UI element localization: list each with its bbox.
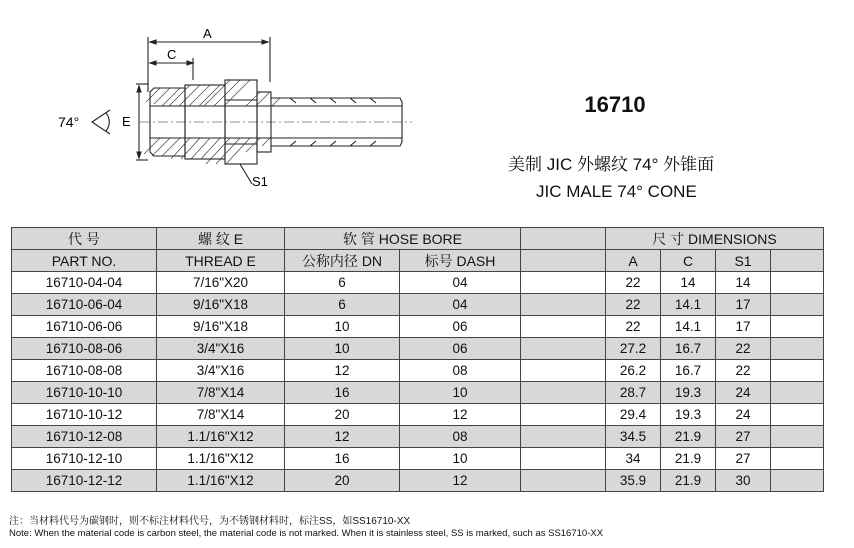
cell-blank: [521, 448, 606, 470]
cell-c: 21.9: [661, 470, 716, 492]
cell-blank: [771, 470, 824, 492]
table-row: [12, 448, 824, 470]
cell-part: 16710-06-04: [12, 294, 157, 316]
cell-thread: 3/4"X16: [157, 360, 285, 382]
cell-thread: 1.1/16"X12: [157, 470, 285, 492]
cell-s1: 17: [716, 294, 771, 316]
table-row: [12, 294, 824, 316]
cell-dash: 12: [400, 470, 521, 492]
cell-thread: 9/16"X18: [157, 316, 285, 338]
cell-dash: 08: [400, 360, 521, 382]
angle-label: 74°: [58, 114, 80, 130]
cell-a: 28.7: [606, 382, 661, 404]
cell-dn: 12: [285, 426, 400, 448]
dim-s1-label: S1: [252, 174, 268, 189]
cell-blank: [521, 426, 606, 448]
cell-part: 16710-08-06: [12, 338, 157, 360]
cell-c: 21.9: [661, 426, 716, 448]
note-english: Note: When the material code is carbon steel, the material code is not marked. When it is stainless steel, SS is marked, such as SS16710-XX: [9, 528, 604, 539]
cell-blank: [521, 382, 606, 404]
cell-c: 16.7: [661, 338, 716, 360]
cell-s1: 22: [716, 338, 771, 360]
table-row: [12, 316, 824, 338]
cell-c: 14.1: [661, 316, 716, 338]
header-blank-1: [521, 228, 606, 250]
cell-a: 26.2: [606, 360, 661, 382]
cell-c: 14: [661, 272, 716, 294]
cell-blank: [771, 338, 824, 360]
cell-blank: [771, 316, 824, 338]
cell-dn: 6: [285, 294, 400, 316]
cell-part: 16710-08-08: [12, 360, 157, 382]
fitting-drawing: [40, 22, 420, 197]
table-row: [12, 338, 824, 360]
cell-blank: [521, 338, 606, 360]
header-s1: S1: [716, 250, 771, 272]
cell-dn: 12: [285, 360, 400, 382]
header-dimensions: 尺 寸 DIMENSIONS: [606, 228, 824, 250]
cell-part: 16710-10-10: [12, 382, 157, 404]
cell-dn: 10: [285, 316, 400, 338]
header-hose-bore: 软 管 HOSE BORE: [285, 228, 521, 250]
cell-part: 16710-10-12: [12, 404, 157, 426]
header-dn: 公称内径 DN: [285, 250, 400, 272]
cell-a: 34.5: [606, 426, 661, 448]
title-english: JIC MALE 74° CONE: [536, 182, 697, 201]
cell-s1: 30: [716, 470, 771, 492]
table-row: [12, 272, 824, 294]
cell-blank: [771, 382, 824, 404]
cell-thread: 1.1/16"X12: [157, 448, 285, 470]
cell-dn: 10: [285, 338, 400, 360]
cell-blank: [521, 294, 606, 316]
cell-part: 16710-12-12: [12, 470, 157, 492]
cell-a: 22: [606, 316, 661, 338]
table-row: [12, 404, 824, 426]
cell-c: 19.3: [661, 382, 716, 404]
part-code-title: 16710: [584, 92, 646, 117]
cell-thread: 7/16"X20: [157, 272, 285, 294]
cell-blank: [771, 272, 824, 294]
dim-a-label: A: [203, 26, 212, 41]
cell-blank: [771, 360, 824, 382]
table-header-row-2: [12, 250, 824, 272]
cell-a: 22: [606, 294, 661, 316]
cell-part: 16710-04-04: [12, 272, 157, 294]
cell-c: 19.3: [661, 404, 716, 426]
cell-dash: 04: [400, 294, 521, 316]
cell-dash: 06: [400, 338, 521, 360]
cell-dn: 16: [285, 448, 400, 470]
cell-dash: 10: [400, 382, 521, 404]
cell-thread: 7/8"X14: [157, 404, 285, 426]
cell-part: 16710-12-10: [12, 448, 157, 470]
cell-a: 27.2: [606, 338, 661, 360]
table-row: [12, 470, 824, 492]
cell-s1: 17: [716, 316, 771, 338]
cell-a: 29.4: [606, 404, 661, 426]
cell-dn: 20: [285, 404, 400, 426]
cell-blank: [521, 404, 606, 426]
title-chinese: 美制 JIC 外螺纹 74° 外锥面: [508, 155, 715, 174]
header-dash: 标号 DASH: [400, 250, 521, 272]
cell-blank: [521, 360, 606, 382]
cell-s1: 27: [716, 448, 771, 470]
cell-thread: 3/4"X16: [157, 338, 285, 360]
header-blank-3: [771, 250, 824, 272]
cell-c: 14.1: [661, 294, 716, 316]
cell-dn: 6: [285, 272, 400, 294]
cell-s1: 24: [716, 404, 771, 426]
cell-s1: 27: [716, 426, 771, 448]
cell-dash: 04: [400, 272, 521, 294]
header-partno-cn: 代 号: [12, 228, 157, 250]
header-thread-cn: 螺 纹 E: [157, 228, 285, 250]
cell-thread: 7/8"X14: [157, 382, 285, 404]
header-partno: PART NO.: [12, 250, 157, 272]
dim-e-label: E: [122, 114, 131, 129]
cell-blank: [521, 272, 606, 294]
cell-dash: 08: [400, 426, 521, 448]
cell-blank: [771, 448, 824, 470]
cell-a: 34: [606, 448, 661, 470]
spec-table: [11, 227, 824, 492]
table-row: [12, 426, 824, 448]
cell-a: 22: [606, 272, 661, 294]
header-thread: THREAD E: [157, 250, 285, 272]
cell-s1: 22: [716, 360, 771, 382]
cell-dn: 16: [285, 382, 400, 404]
cell-a: 35.9: [606, 470, 661, 492]
cell-blank: [521, 470, 606, 492]
cell-dash: 12: [400, 404, 521, 426]
table-row: [12, 360, 824, 382]
table-header-row-1: [12, 228, 824, 250]
note-chinese: 注：当材料代号为碳钢时，则不标注材料代号，为不锈钢材料时，标注SS，如SS16710-XX: [9, 516, 411, 527]
header-blank-2: [521, 250, 606, 272]
cell-s1: 14: [716, 272, 771, 294]
cell-c: 16.7: [661, 360, 716, 382]
header-c: C: [661, 250, 716, 272]
cell-s1: 24: [716, 382, 771, 404]
dim-c-label: C: [167, 47, 177, 62]
cell-thread: 1.1/16"X12: [157, 426, 285, 448]
cell-dn: 20: [285, 470, 400, 492]
header-a: A: [606, 250, 661, 272]
cell-blank: [771, 404, 824, 426]
cell-dash: 10: [400, 448, 521, 470]
cell-blank: [771, 426, 824, 448]
cell-dash: 06: [400, 316, 521, 338]
table-row: [12, 382, 824, 404]
cell-c: 21.9: [661, 448, 716, 470]
cell-blank: [521, 316, 606, 338]
cell-part: 16710-12-08: [12, 426, 157, 448]
cell-blank: [771, 294, 824, 316]
cell-part: 16710-06-06: [12, 316, 157, 338]
cell-thread: 9/16"X18: [157, 294, 285, 316]
